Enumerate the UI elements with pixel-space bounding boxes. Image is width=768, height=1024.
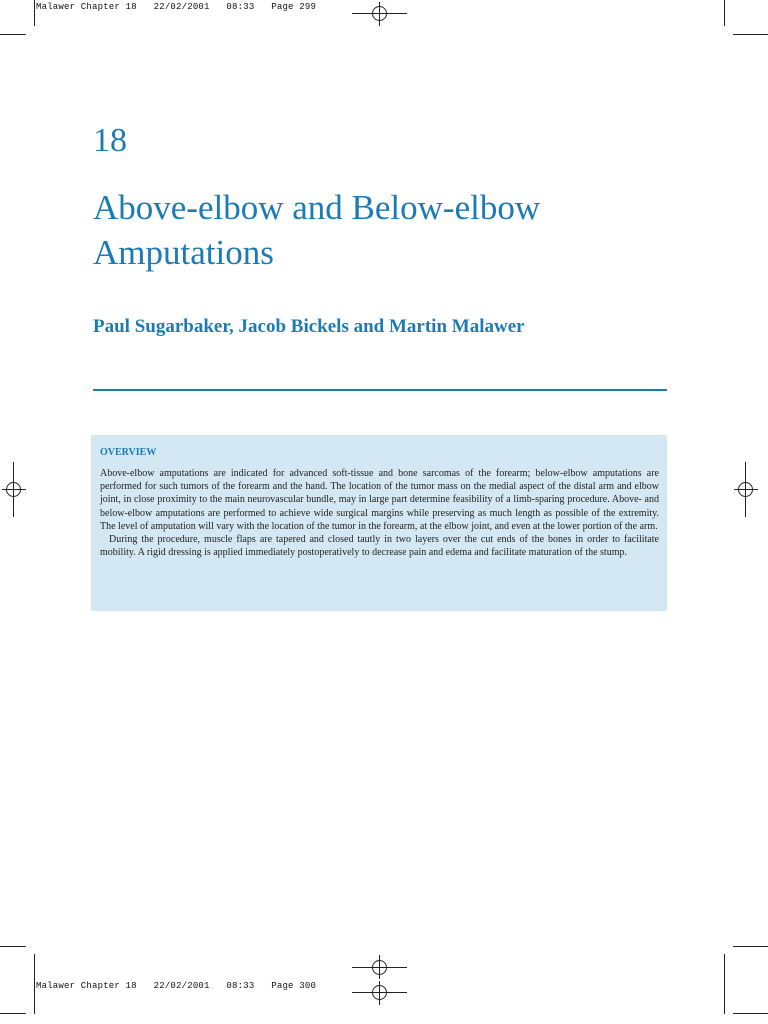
crop-mark-top-left-h bbox=[0, 34, 26, 35]
chapter-number: 18 bbox=[93, 122, 127, 159]
chapter-title-line-2: Amputations bbox=[93, 233, 274, 272]
chapter-title-line-1: Above-elbow and Below-elbow bbox=[93, 188, 541, 227]
title-divider bbox=[93, 389, 667, 391]
crop-mark-bottom-right-h bbox=[733, 946, 768, 947]
overview-box bbox=[91, 435, 667, 611]
crop-mark-top-right-h bbox=[733, 34, 768, 35]
crop-mark-bottom-right-h2 bbox=[733, 1013, 768, 1014]
overview-paragraph-2: During the procedure, muscle flaps are tapered and closed tautly in two layers over the cut ends of the bones in order to facilitate mobility. A rigid dressing is applied immediately postoperatively to decrease pain and edema and facilitate maturation of the stump. bbox=[100, 534, 659, 559]
crop-mark-bottom-left-h2 bbox=[0, 1013, 26, 1014]
chapter-title bbox=[93, 185, 693, 275]
crop-mark-bottom-right-v bbox=[724, 954, 725, 1014]
crop-mark-top-right-v bbox=[724, 0, 725, 26]
crop-mark-bottom-left-h bbox=[0, 946, 26, 947]
crop-mark-bottom-left-v bbox=[34, 954, 35, 1014]
crop-mark-top-left-v bbox=[34, 0, 35, 26]
chapter-authors: Paul Sugarbaker, Jacob Bickels and Martin Malawer bbox=[93, 316, 525, 337]
print-slug-bottom: Malawer Chapter 18 22/02/2001 08:33 Page 300 bbox=[36, 981, 317, 991]
print-slug-top: Malawer Chapter 18 22/02/2001 08:33 Page 299 bbox=[36, 2, 317, 12]
overview-paragraph-1: Above-elbow amputations are indicated for advanced soft-tissue and bone sarcomas of the forearm; below-elbow amputations are performed for such tumors of the forearm and the hand. The location of the tumor mass on the medial aspect of the distal arm and elbow joint, in close proximity to the main neurovascular bundle, may in large part determine feasibility of a limb-sparing procedure. Above- and below-elbow amputations are performed to achieve wide surgical margins while preserving as much length as possible of the extremity. The level of amputation will vary with the location of the tumor in the forearm, at the elbow joint, and even at the lower portion of the arm. bbox=[100, 468, 659, 532]
overview-heading: OVERVIEW bbox=[100, 447, 157, 458]
